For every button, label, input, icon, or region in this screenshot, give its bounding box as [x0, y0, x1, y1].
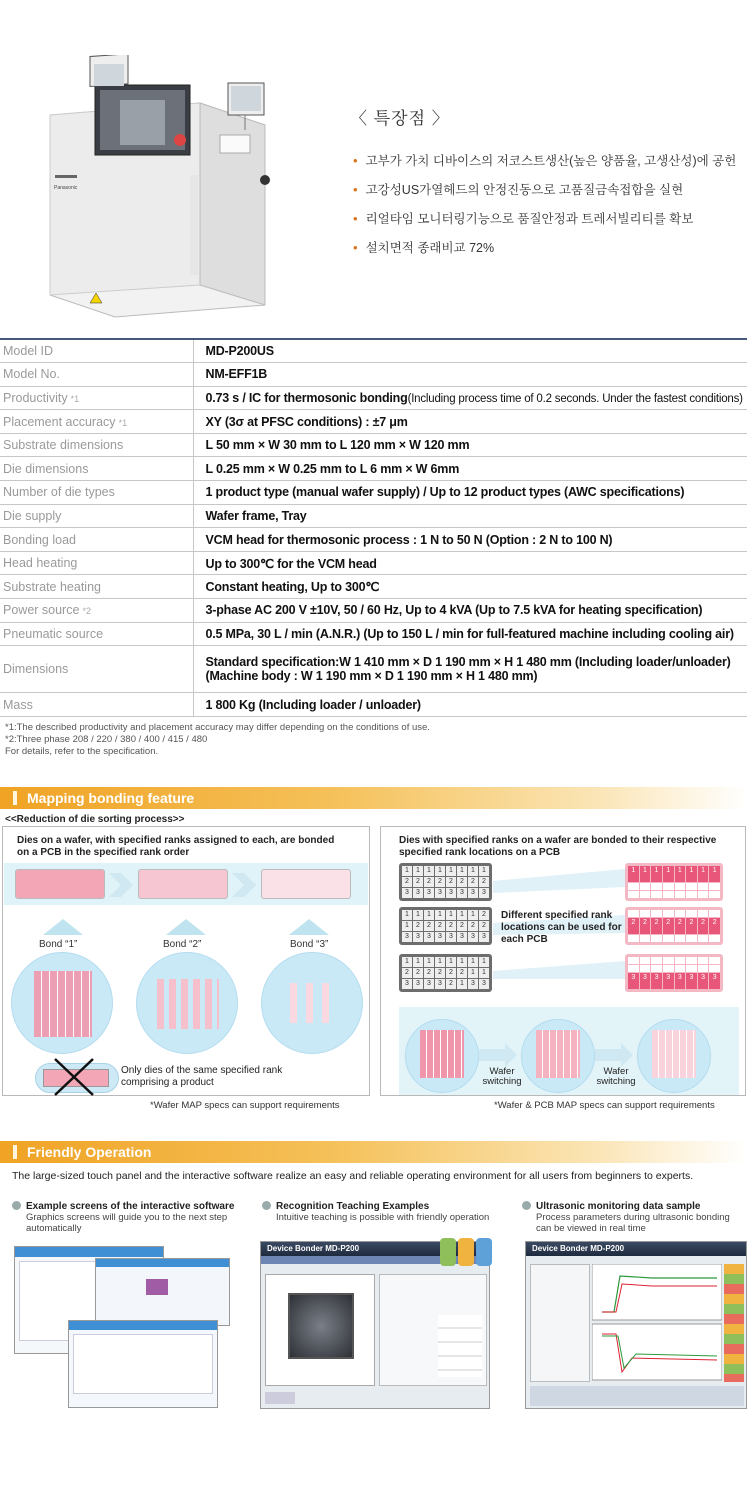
reduction-label: <<Reduction of die sorting process>> [5, 814, 185, 825]
features-list [353, 153, 743, 269]
pcb-plate: 2 2 2 2 2 2 2 2 [625, 907, 723, 945]
spec-row [0, 599, 747, 623]
right-mapping-panel [380, 826, 746, 1096]
spec-value: NM-EFF1B [193, 363, 747, 387]
right-footnote: *Wafer & PCB MAP specs can support requirements [494, 1100, 715, 1111]
wafer-circle-rank-2 [521, 1019, 595, 1093]
spec-label: Power source *2 [0, 599, 193, 623]
spec-row [0, 528, 747, 552]
bullet-icon [522, 1201, 531, 1210]
spec-row [0, 386, 747, 410]
bond-2-label: Bond “2” [163, 939, 202, 950]
arrow-icon [230, 871, 258, 899]
spec-row [0, 339, 747, 363]
spec-label: Dimensions [0, 646, 193, 693]
different-locations-note: Different specified rank locations can be used for each PCB [501, 910, 622, 945]
wafer-rank-plate: 1 1 1 1 1 1 1 1 2 2 2 2 2 2 2 2 3 3 3 3 3 3 3 3 [399, 863, 492, 901]
spec-row [0, 622, 747, 646]
wafer-rank-plate: 1 1 1 1 1 1 1 1 2 2 2 2 2 2 1 1 3 3 3 3 2 1 3 3 [399, 954, 492, 992]
wafer-circle-3 [261, 952, 363, 1054]
wafer-strip-3 [261, 869, 351, 899]
wafer-circle-rank-3 [637, 1019, 711, 1093]
wafer-circle-1 [11, 952, 113, 1054]
footnote: *1:The described productivity and placement accuracy may differ depending on the conditions of use. [5, 722, 430, 733]
toolbar-icon [458, 1238, 474, 1266]
spec-label: Placement accuracy *1 [0, 410, 193, 434]
friendly-col-3 [522, 1201, 747, 1234]
wafer-strip-1 [15, 869, 105, 899]
arrow-icon [107, 871, 135, 899]
spec-label: Pneumatic source [0, 622, 193, 646]
machine-photo [40, 55, 290, 320]
mapping-section-title: Mapping bonding feature [27, 790, 195, 806]
friendly-col-2 [262, 1201, 507, 1223]
feature-item: • 리얼타임 모니터링기능으로 품질안정과 트레서빌리티를 확보 [353, 211, 743, 240]
spec-row [0, 693, 747, 717]
bond-3-label: Bond “3” [290, 939, 329, 950]
only-dies-note: Only dies of the same specified rank comprising a product [121, 1065, 283, 1088]
spec-label: Mass [0, 693, 193, 717]
wafer-circle-2 [136, 952, 238, 1054]
footnote: *2:Three phase 208 / 220 / 380 / 400 / 415 / 480 [5, 734, 208, 745]
spec-label: Die dimensions [0, 457, 193, 481]
right-caption: Dies with specified ranks on a wafer are bonded to their respective specified rank locations on a PCB [399, 835, 717, 858]
spec-label: Productivity *1 [0, 386, 193, 410]
spec-value: Wafer frame, Tray [193, 504, 747, 528]
spec-label: Substrate heating [0, 575, 193, 599]
feature-item: • 설치면적 종래비교 72% [353, 240, 743, 269]
spec-label: Model ID [0, 339, 193, 363]
col-desc: Graphics screens will guide you to the next step automatically [26, 1212, 228, 1234]
wafer-circle-rank-1 [405, 1019, 479, 1093]
features-title: 〈 특장점 〉 [350, 109, 450, 128]
spec-value: Standard specification:W 1 410 mm × D 1 190 mm × H 1 480 mm (Including loader/unloader) (Machine body : W 1 190 mm × D 1 190 mm × H 1 480 mm) [193, 646, 747, 693]
spec-row [0, 551, 747, 575]
wafer-strip-2 [138, 869, 228, 899]
bond-1-label: Bond “1” [39, 939, 78, 950]
spec-row [0, 433, 747, 457]
left-mapping-panel [2, 826, 370, 1096]
triangle-icon [289, 919, 329, 935]
mapping-section-header [0, 787, 747, 809]
feature-item: • 고부가 가치 디바이스의 저코스트생산(높은 양품율, 고생산성)에 공헌 [353, 153, 743, 182]
left-caption: Dies on a wafer, with specified ranks assigned to each, are bonded on a PCB in the specified rank order [17, 835, 335, 858]
spec-table [0, 338, 747, 717]
wafer-rank-plate: 1 1 1 1 1 1 1 2 1 2 2 2 2 2 2 2 3 3 3 3 3 3 3 3 [399, 907, 492, 945]
spec-value: 1 product type (manual wafer supply) / Up to 12 product types (AWC specifications) [193, 481, 747, 505]
spec-label: Die supply [0, 504, 193, 528]
spec-row [0, 481, 747, 505]
footnotes [5, 722, 430, 758]
screen-recognition [260, 1241, 490, 1409]
screen-title: Device Bonder MD-P200 [261, 1242, 489, 1256]
screen-interactive-3 [68, 1320, 218, 1408]
spec-value: Constant heating, Up to 300℃ [193, 575, 747, 599]
spec-value: L 0.25 mm × W 0.25 mm to L 6 mm × W 6mm [193, 457, 747, 481]
screen-interactive-2 [95, 1258, 230, 1326]
svg-text:Panasonic: Panasonic [54, 185, 78, 191]
spec-value: VCM head for thermosonic process : 1 N to 50 N (Option : 2 N to 100 N) [193, 528, 747, 552]
spec-value: XY (3σ at PFSC conditions) : ±7 μm [193, 410, 747, 434]
friendly-intro: The large-sized touch panel and the interactive software realize an easy and reliable operating environment for all users from beginners to experts. [12, 1170, 694, 1182]
spec-label: Head heating [0, 551, 193, 575]
arrow-icon [479, 1043, 517, 1067]
spec-value: 0.73 s / IC for thermosonic bonding(Including process time of 0.2 seconds. Under the fastest conditions) [193, 386, 747, 410]
friendly-section-header [0, 1141, 747, 1163]
spec-row [0, 457, 747, 481]
spec-value: L 50 mm × W 30 mm to L 120 mm × W 120 mm [193, 433, 747, 457]
spec-label: Number of die types [0, 481, 193, 505]
feature-item: • 고강성US가열헤드의 안정진동으로 고품질금속접합을 실현 [353, 182, 743, 211]
friendly-col-1 [12, 1201, 257, 1234]
cross-icon [51, 1055, 97, 1099]
screen-ultrasonic [525, 1241, 747, 1409]
spec-row [0, 410, 747, 434]
screen-title: Device Bonder MD-P200 [526, 1242, 746, 1256]
spec-row [0, 575, 747, 599]
spec-row [0, 504, 747, 528]
spec-label: Model No. [0, 363, 193, 387]
col-title: Ultrasonic monitoring data sample [536, 1201, 701, 1212]
toolbar-icon [476, 1238, 492, 1266]
toolbar-icon [440, 1238, 456, 1266]
spec-label: Substrate dimensions [0, 433, 193, 457]
footnote: For details, refer to the specification. [5, 746, 159, 757]
friendly-section-title: Friendly Operation [27, 1144, 152, 1160]
spec-value: 3-phase AC 200 V ±10V, 50 / 60 Hz, Up to 4 kVA (Up to 7.5 kVA for heating specification) [193, 599, 747, 623]
spec-row [0, 363, 747, 387]
pcb-plate: 3 3 3 3 3 3 3 3 [625, 954, 723, 992]
spec-value: Up to 300℃ for the VCM head [193, 551, 747, 575]
bullet-icon [262, 1201, 271, 1210]
spec-row [0, 646, 747, 693]
monitor-graph [592, 1264, 722, 1382]
wafer-switching-label-2: Wafer switching [596, 1066, 636, 1087]
left-footnote: *Wafer MAP specs can support requirements [150, 1100, 340, 1111]
spec-value: 0.5 MPa, 30 L / min (A.N.R.) (Up to 150 L / min for full-featured machine including cooling air) [193, 622, 747, 646]
spec-value: 1 800 Kg (Including loader / unloader) [193, 693, 747, 717]
spec-value: MD-P200US [193, 339, 747, 363]
pcb-plate: 1 1 1 1 1 1 1 1 [625, 863, 723, 901]
arrow-icon [595, 1043, 633, 1067]
wafer-switching-label-1: Wafer switching [482, 1066, 522, 1087]
col-title: Recognition Teaching Examples [276, 1201, 430, 1212]
col-desc: Intuitive teaching is possible with friendly operation [276, 1212, 490, 1223]
triangle-icon [43, 919, 83, 935]
spec-label: Bonding load [0, 528, 193, 552]
bullet-icon [12, 1201, 21, 1210]
col-title: Example screens of the interactive software [26, 1201, 235, 1212]
triangle-icon [166, 919, 206, 935]
col-desc: Process parameters during ultrasonic bonding can be viewed in real time [536, 1212, 730, 1234]
